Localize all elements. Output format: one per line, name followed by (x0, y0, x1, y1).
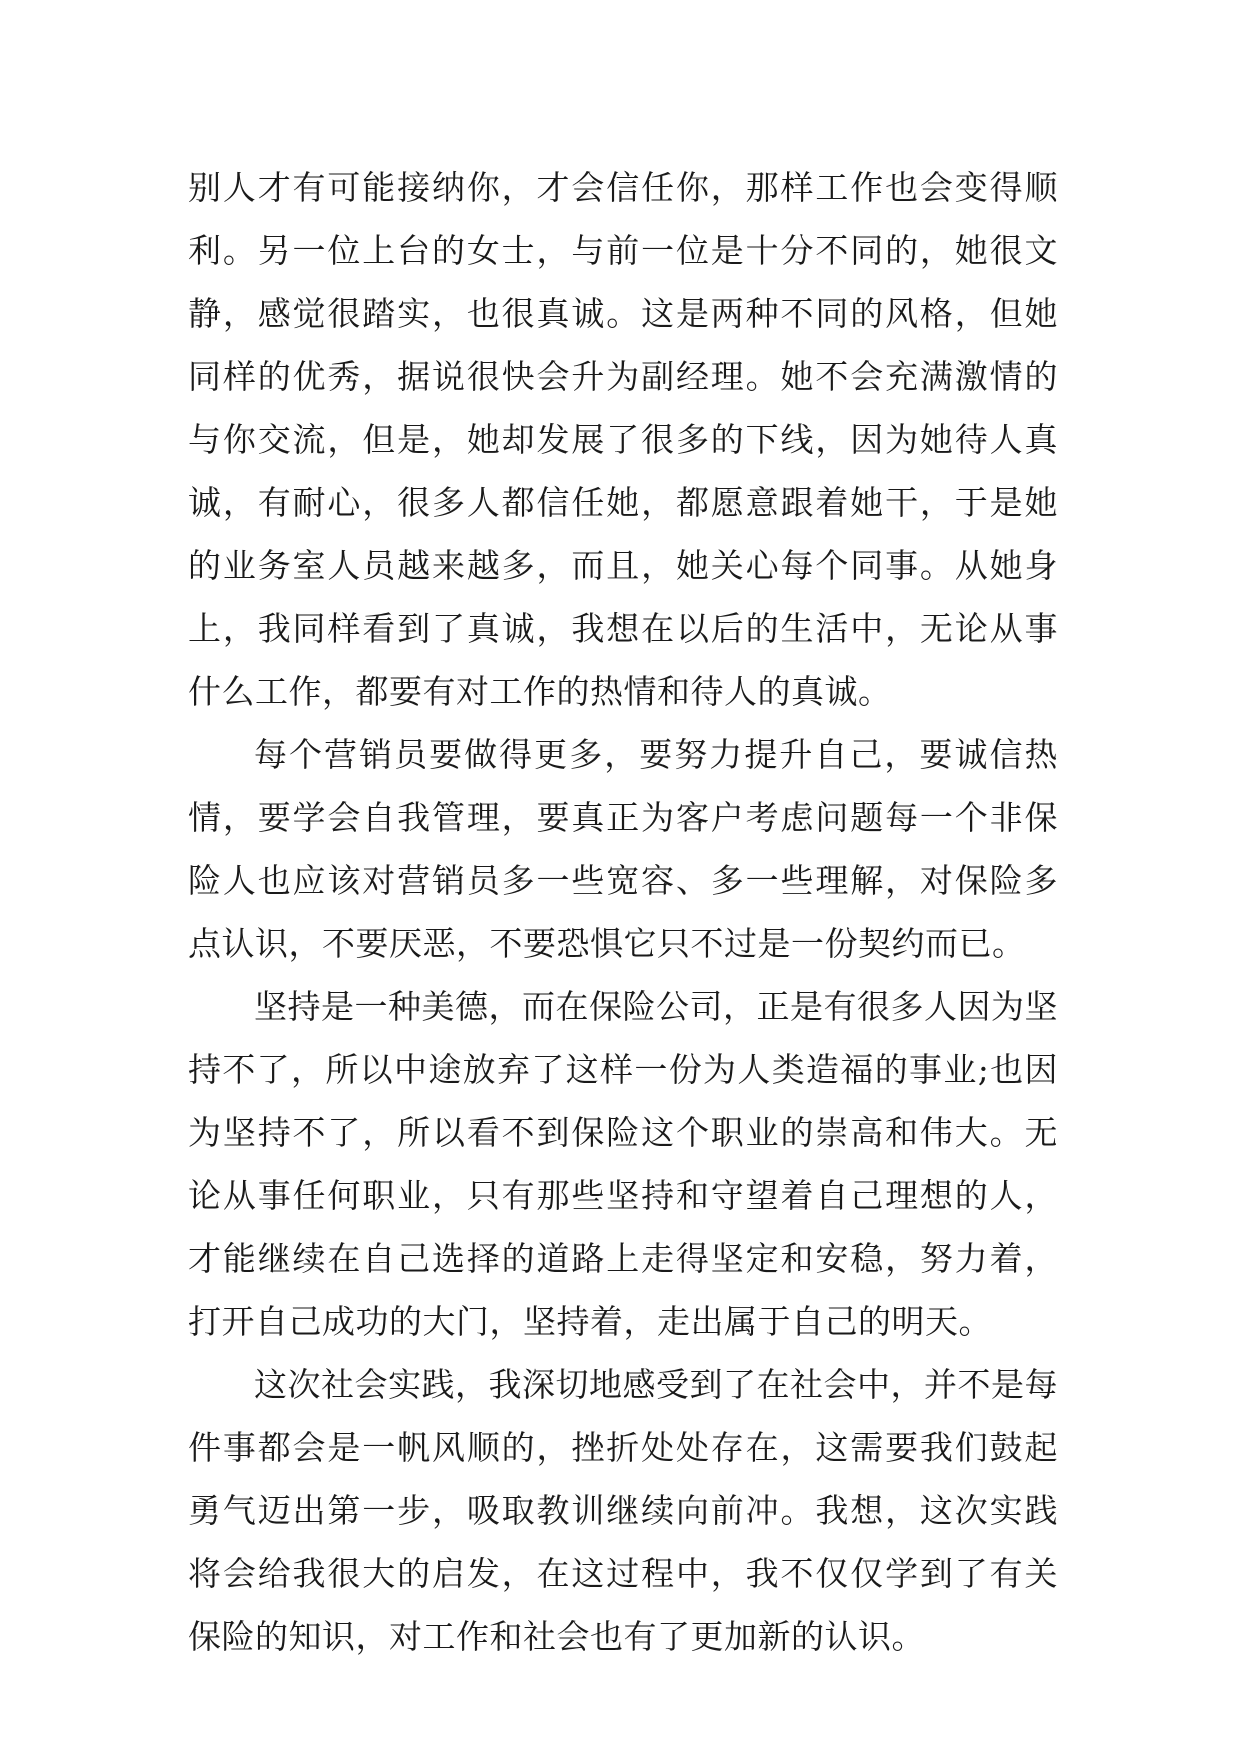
paragraph-2: 每个营销员要做得更多，要努力提升自己，要诚信热情，要学会自我管理，要真正为客户考虑问题每一个非保险人也应该对营销员多一些宽容、多一些理解，对保险多点认识，不要厌恶，不要恐惧它只不过是一份契约而已。 (188, 735, 1058, 963)
paragraph-3: 坚持是一种美德，而在保险公司，正是有很多人因为坚持不了，所以中途放弃了这样一份为人类造福的事业;也因为坚持不了，所以看不到保险这个职业的崇高和伟大。无论从事任何职业，只有那些坚持和守望着自己理想的人，才能继续在自己选择的道路上走得坚定和安稳，努力着，打开自己成功的大门，坚持着，走出属于自己的明天。 (188, 987, 1058, 1341)
document-body (188, 156, 1058, 1668)
paragraph-1: 别人才有可能接纳你，才会信任你，那样工作也会变得顺利。另一位上台的女士，与前一位是十分不同的，她很文静，感觉很踏实，也很真诚。这是两种不同的风格，但她同样的优秀，据说很快会升为副经理。她不会充满激情的与你交流，但是，她却发展了很多的下线，因为她待人真诚，有耐心，很多人都信任她，都愿意跟着她干，于是她的业务室人员越来越多，而且，她关心每个同事。从她身上，我同样看到了真诚，我想在以后的生活中，无论从事什么工作，都要有对工作的热情和待人的真诚。 (188, 168, 1058, 711)
paragraph-4: 这次社会实践，我深切地感受到了在社会中，并不是每件事都会是一帆风顺的，挫折处处存在，这需要我们鼓起勇气迈出第一步，吸取教训继续向前冲。我想，这次实践将会给我很大的启发，在这过程中，我不仅仅学到了有关保险的知识，对工作和社会也有了更加新的认识。 (188, 1365, 1058, 1656)
